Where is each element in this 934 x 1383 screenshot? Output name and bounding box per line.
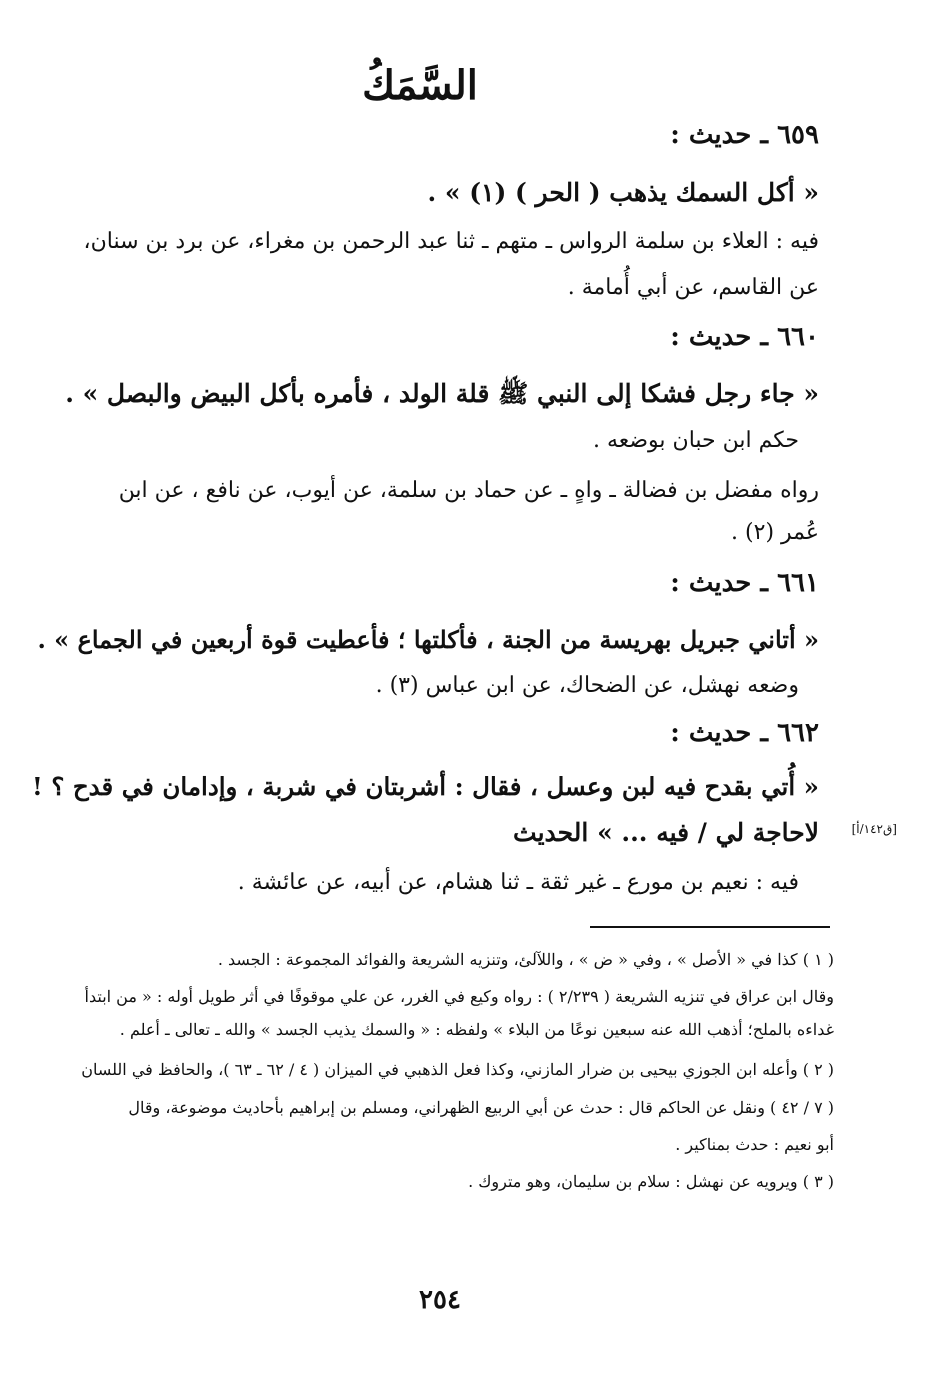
hadith-660-heading: ٦٦٠ ـ حديث : [670, 322, 819, 352]
hadith-661-commentary-line1: وضعه نهشل، عن الضحاك، عن ابن عباس (٣) . [375, 673, 799, 698]
hadith-662-text-line1: « أُتي بقدح فيه لبن وعسل ، فقال : أشربتان في شربة ، وإدامان في قدح ؟ ! [32, 772, 819, 801]
hadith-660-commentary-line3: عُمر (٢) . [731, 520, 819, 545]
manuscript-folio-ref: [ق١٤٢/أ] [851, 822, 897, 836]
hadith-662-heading: ٦٦٢ ـ حديث : [670, 718, 819, 748]
footnote-1-line3: غداءه بالملح؛ أذهب الله عنه سبعين نوعًا من البلاء » ولفظه : « والسمك يذيب الجسد » والله ـ تعالى ـ أعلم . [119, 1020, 834, 1039]
hadith-659-commentary-line1: فيه : العلاء بن سلمة الرواس ـ متهم ـ ثنا عبد الرحمن بن مغراء، عن برد بن سنان، [83, 229, 819, 254]
hadith-662-text-line2 [513, 818, 897, 847]
page-title: السَّمَكُ [362, 62, 478, 109]
footnote-2-line1: ( ٢ ) وأعله ابن الجوزي بيحيى بن ضرار المازني، وكذا فعل الذهبي في الميزان ( ٤ / ٦٢ ـ ٦٣ )، والحافظ في اللسان [81, 1060, 834, 1079]
hadith-659-commentary-line2: عن القاسم، عن أبي أُمامة . [567, 275, 819, 300]
hadith-662-commentary-line1: فيه : نعيم بن مورع ـ غير ثقة ـ ثنا هشام، عن أبيه، عن عائشة . [237, 870, 799, 895]
hadith-660-commentary-line1: حكم ابن حبان بوضعه . [592, 428, 799, 453]
footnote-divider [590, 926, 830, 928]
hadith-660-text: « جاء رجل فشكا إلى النبي ﷺ قلة الولد ، فأمره بأكل البيض والبصل » . [65, 379, 819, 408]
hadith-660-commentary-line2: رواه مفضل بن فضالة ـ واهٍ ـ عن حماد بن سلمة، عن أيوب، عن نافع ، عن ابن [118, 478, 819, 503]
page-number: ٢٥٤ [419, 1285, 461, 1315]
footnote-3-line1: ( ٣ ) ويرويه عن نهشل : سلام بن سليمان، وهو متروك . [468, 1172, 834, 1191]
footnote-1-line1: ( ١ ) كذا في « الأصل » ، وفي « ض » ، واللآلئ، وتنزيه الشريعة والفوائد المجموعة : الجسد . [217, 950, 834, 969]
footnote-1-line2: وقال ابن عراق في تنزيه الشريعة ( ٢/٢٣٩ ) : رواه وكيع في الغرر، عن علي موقوفًا في أثر طويل أوله : « من ابتدأ [84, 987, 834, 1006]
footnote-2-line2: ( ٧ / ٤٢ ) ونقل عن الحاكم قال : حدث عن أبي الربيع الظهراني، ومسلم بن إبراهيم بأحاديث موضوعة، وقال [128, 1098, 834, 1117]
hadith-659-heading: ٦٥٩ ـ حديث : [670, 120, 819, 150]
footnote-2-line3: أبو نعيم : حدث بمناكير . [675, 1135, 834, 1154]
hadith-661-heading: ٦٦١ ـ حديث : [670, 568, 819, 598]
hadith-661-text: « أتاني جبريل بهريسة من الجنة ، فأكلتها ؛ فأعطيت قوة أربعين في الجماع » . [37, 625, 819, 654]
hadith-659-text: « أكل السمك يذهب ( الحر ) (١) » . [427, 178, 819, 207]
hadith-662-text-line2-content: لاحاجة لي / فيه ... » الحديث [513, 818, 819, 847]
